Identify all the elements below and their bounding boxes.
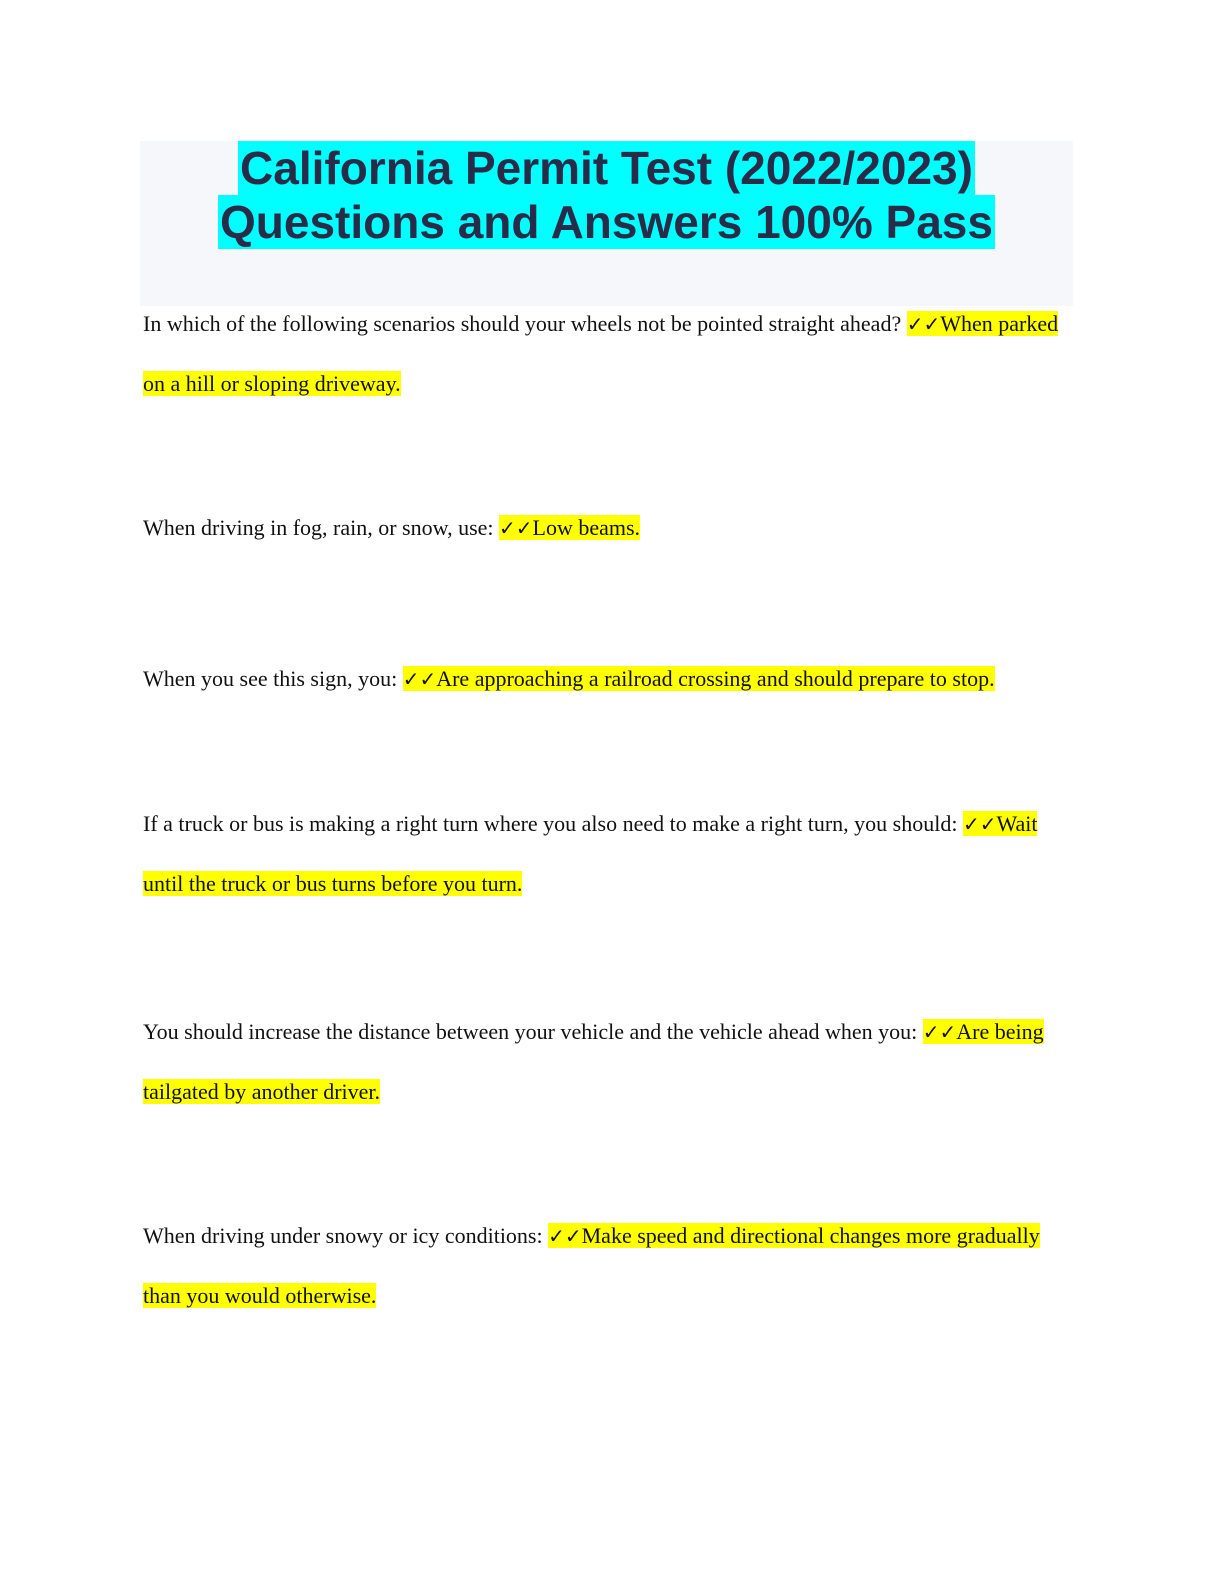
qa-item-6 [143,1206,1073,1325]
answer-text: Low beams. [532,515,641,540]
question-text: If a truck or bus is making a right turn where you also need to make a right turn, you should: [143,811,958,836]
title-line-1: California Permit Test (2022/2023) [240,142,973,194]
qa-item-1 [143,294,1073,413]
double-check-icon: ✓✓ [499,516,533,540]
title-box [140,141,1073,306]
question-text: In which of the following scenarios should your wheels not be pointed straight ahead? [143,311,902,336]
answer-text: Make speed and directional changes more gradually than you would otherwise. [143,1223,1040,1308]
double-check-icon: ✓✓ [906,312,941,336]
question-text: You should increase the distance between your vehicle and the vehicle ahead when you: [143,1019,918,1044]
double-check-icon: ✓✓ [548,1224,582,1248]
answer-text: When parked on a hill or sloping driveway. [143,311,1059,396]
answer-text: Wait until the truck or bus turns before you turn. [143,811,1038,896]
question-text: When driving in fog, rain, or snow, use: [143,515,494,540]
double-check-icon: ✓✓ [962,812,997,836]
title-line-2: Questions and Answers 100% Pass [220,196,993,248]
question-text: When you see this sign, you: [143,666,398,691]
answer-highlight [403,666,995,691]
qa-item-5 [143,1002,1073,1121]
qa-item-2 [143,498,1073,558]
double-check-icon: ✓✓ [922,1020,957,1044]
qa-item-4 [143,794,1073,913]
document-title [140,141,1073,249]
double-check-icon: ✓✓ [402,667,437,691]
answer-highlight [499,515,640,540]
qa-item-3 [143,649,1073,709]
question-text: When driving under snowy or icy conditions: [143,1223,543,1248]
answer-text: Are being tailgated by another driver. [143,1019,1044,1104]
answer-text: Are approaching a railroad crossing and should prepare to stop. [436,666,995,691]
